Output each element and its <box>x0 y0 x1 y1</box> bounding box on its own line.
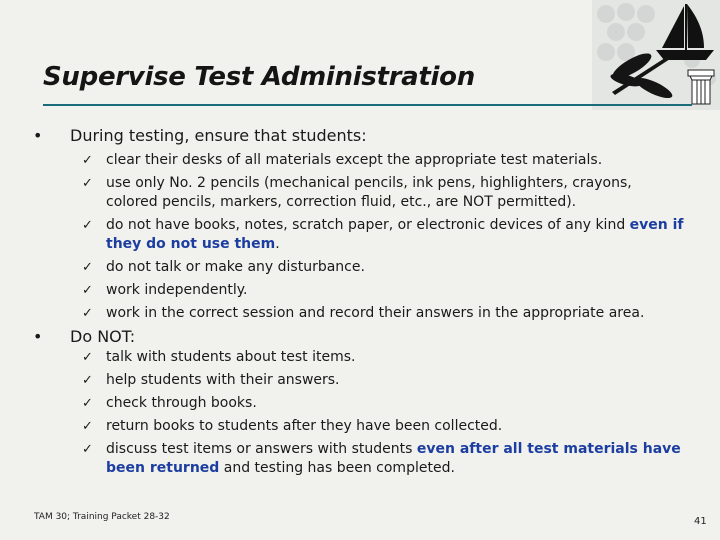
checkmark-icon: ✓ <box>82 153 93 168</box>
checklist-item-text: clear their desks of all materials except the appropriate test materials. <box>106 152 603 168</box>
footer-source: TAM 30; Training Packet 28-32 <box>34 512 170 522</box>
bullet-heading: Do NOT: <box>70 327 136 346</box>
checklist-item-text: do not have books, notes, scratch paper, or electronic devices of any kind even if they do not use them. <box>106 217 684 252</box>
slide-title: Supervise Test Administration <box>43 62 475 92</box>
checkmark-icon: ✓ <box>82 306 93 321</box>
checklist-item-text: check through books. <box>106 395 257 411</box>
checkmark-icon: ✓ <box>82 419 93 434</box>
decorative-art <box>592 0 720 110</box>
page-number: 41 <box>694 516 707 527</box>
column-icon <box>688 70 714 104</box>
checkmark-icon: ✓ <box>82 176 93 191</box>
checkmark-icon: ✓ <box>82 283 93 298</box>
bullet-heading: During testing, ensure that students: <box>70 126 367 145</box>
checkmark-icon: ✓ <box>82 373 93 388</box>
checkmark-icon: ✓ <box>82 396 93 411</box>
title-underline <box>43 104 692 106</box>
checklist-item-text: talk with students about test items. <box>106 349 356 365</box>
checklist-item-text: help students with their answers. <box>106 372 340 388</box>
checklist-item-text: do not talk or make any disturbance. <box>106 259 365 275</box>
checkmark-icon: ✓ <box>82 260 93 275</box>
checklist-item-text: work in the correct session and record their answers in the appropriate area. <box>106 305 645 321</box>
checklist-item-text: discuss test items or answers with students even after all test materials have been returned and testing has been completed. <box>106 441 681 476</box>
checkmark-icon: ✓ <box>82 218 93 233</box>
emphasis-text: even after all test materials have been returned <box>106 441 681 476</box>
bullet-icon: • <box>33 126 43 145</box>
checkmark-icon: ✓ <box>82 350 93 365</box>
checklist-item-text: return books to students after they have been collected. <box>106 418 503 434</box>
checkmark-icon: ✓ <box>82 442 93 457</box>
bullet-icon: • <box>33 327 43 346</box>
checklist-item-text: use only No. 2 pencils (mechanical pencils, ink pens, highlighters, crayons, colored pencils, markers, correction fluid, etc., are NOT permitted). <box>106 175 632 210</box>
emphasis-text: even if they do not use them <box>106 217 684 252</box>
checklist-item-text: work independently. <box>106 282 248 298</box>
